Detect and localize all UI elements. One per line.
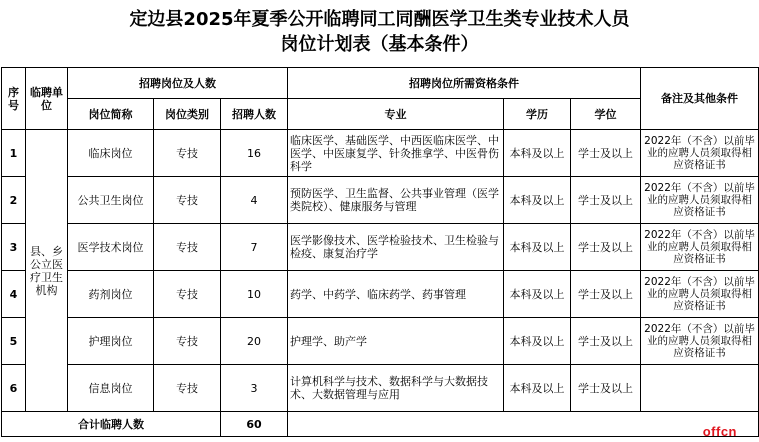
row-headcount: 4: [221, 177, 288, 224]
row-seq: 3: [2, 224, 26, 271]
header-headcount: 招聘人数: [221, 99, 288, 130]
header-notes: 备注及其他条件: [641, 68, 759, 130]
row-position-type: 专技: [154, 130, 221, 177]
unit-name-cell: 县、乡公立医疗卫生机构: [26, 130, 68, 412]
row-education: 本科及以上: [504, 177, 571, 224]
total-row: [2, 412, 759, 437]
row-degree: 学士及以上: [571, 365, 641, 412]
row-education: 本科及以上: [504, 318, 571, 365]
table-row: [2, 365, 759, 412]
row-degree: 学士及以上: [571, 318, 641, 365]
row-position-name: 护理岗位: [68, 318, 154, 365]
row-major: 计算机科学与技术、数据科学与大数据技术、大数据管理与应用: [288, 365, 504, 412]
row-position-name: 信息岗位: [68, 365, 154, 412]
row-education: 本科及以上: [504, 365, 571, 412]
position-plan-table: [1, 67, 759, 437]
header-position-name: 岗位简称: [68, 99, 154, 130]
row-major: 药学、中药学、临床药学、药事管理: [288, 271, 504, 318]
row-note: 2022年（不含）以前毕业的应聘人员须取得相应资格证书: [641, 318, 759, 365]
row-degree: 学士及以上: [571, 177, 641, 224]
row-education: 本科及以上: [504, 224, 571, 271]
table-row: [2, 130, 759, 177]
row-degree: 学士及以上: [571, 130, 641, 177]
row-position-type: 专技: [154, 365, 221, 412]
document-title-line1: 定边县2025年夏季公开临聘同工同酬医学卫生类专业技术人员: [129, 9, 630, 30]
row-position-type: 专技: [154, 177, 221, 224]
row-seq: 4: [2, 271, 26, 318]
row-degree: 学士及以上: [571, 224, 641, 271]
row-major: 医学影像技术、医学检验技术、卫生检验与检疫、康复治疗学: [288, 224, 504, 271]
total-label: 合计临聘人数: [2, 412, 221, 437]
row-position-name: 临床岗位: [68, 130, 154, 177]
total-value: 60: [221, 412, 288, 437]
row-headcount: 7: [221, 224, 288, 271]
header-education: 学历: [504, 99, 571, 130]
row-seq: 6: [2, 365, 26, 412]
watermark-logo: offcn: [702, 424, 737, 439]
row-headcount: 16: [221, 130, 288, 177]
header-major: 专业: [288, 99, 504, 130]
row-seq: 5: [2, 318, 26, 365]
row-note: [641, 365, 759, 412]
row-position-name: 医学技术岗位: [68, 224, 154, 271]
row-headcount: 3: [221, 365, 288, 412]
row-education: 本科及以上: [504, 130, 571, 177]
row-major: 预防医学、卫生监督、公共事业管理（医学类院校）、健康服务与管理: [288, 177, 504, 224]
header-seq: 序号: [2, 68, 26, 130]
row-note: 2022年（不含）以前毕业的应聘人员须取得相应资格证书: [641, 271, 759, 318]
table-row: [2, 271, 759, 318]
header-degree: 学位: [571, 99, 641, 130]
row-position-name: 药剂岗位: [68, 271, 154, 318]
header-position-type: 岗位类别: [154, 99, 221, 130]
document-title-line2: 岗位计划表（基本条件）: [280, 34, 479, 55]
table-row: [2, 177, 759, 224]
table-row: [2, 318, 759, 365]
row-position-name: 公共卫生岗位: [68, 177, 154, 224]
header-qualifications-group: 招聘岗位所需资格条件: [288, 68, 641, 99]
header-unit: 临聘单位: [26, 68, 68, 130]
row-position-type: 专技: [154, 224, 221, 271]
row-note: 2022年（不含）以前毕业的应聘人员须取得相应资格证书: [641, 130, 759, 177]
row-major: 临床医学、基础医学、中西医临床医学、中医学、中医康复学、针灸推拿学、中医骨伤科学: [288, 130, 504, 177]
row-note: 2022年（不含）以前毕业的应聘人员须取得相应资格证书: [641, 177, 759, 224]
row-headcount: 20: [221, 318, 288, 365]
row-seq: 2: [2, 177, 26, 224]
row-position-type: 专技: [154, 271, 221, 318]
row-note: 2022年（不含）以前毕业的应聘人员须取得相应资格证书: [641, 224, 759, 271]
row-degree: 学士及以上: [571, 271, 641, 318]
row-position-type: 专技: [154, 318, 221, 365]
row-major: 护理学、助产学: [288, 318, 504, 365]
row-seq: 1: [2, 130, 26, 177]
header-positions-group: 招聘岗位及人数: [68, 68, 288, 99]
total-empty-cell: [288, 412, 759, 437]
table-row: [2, 224, 759, 271]
row-education: 本科及以上: [504, 271, 571, 318]
row-headcount: 10: [221, 271, 288, 318]
